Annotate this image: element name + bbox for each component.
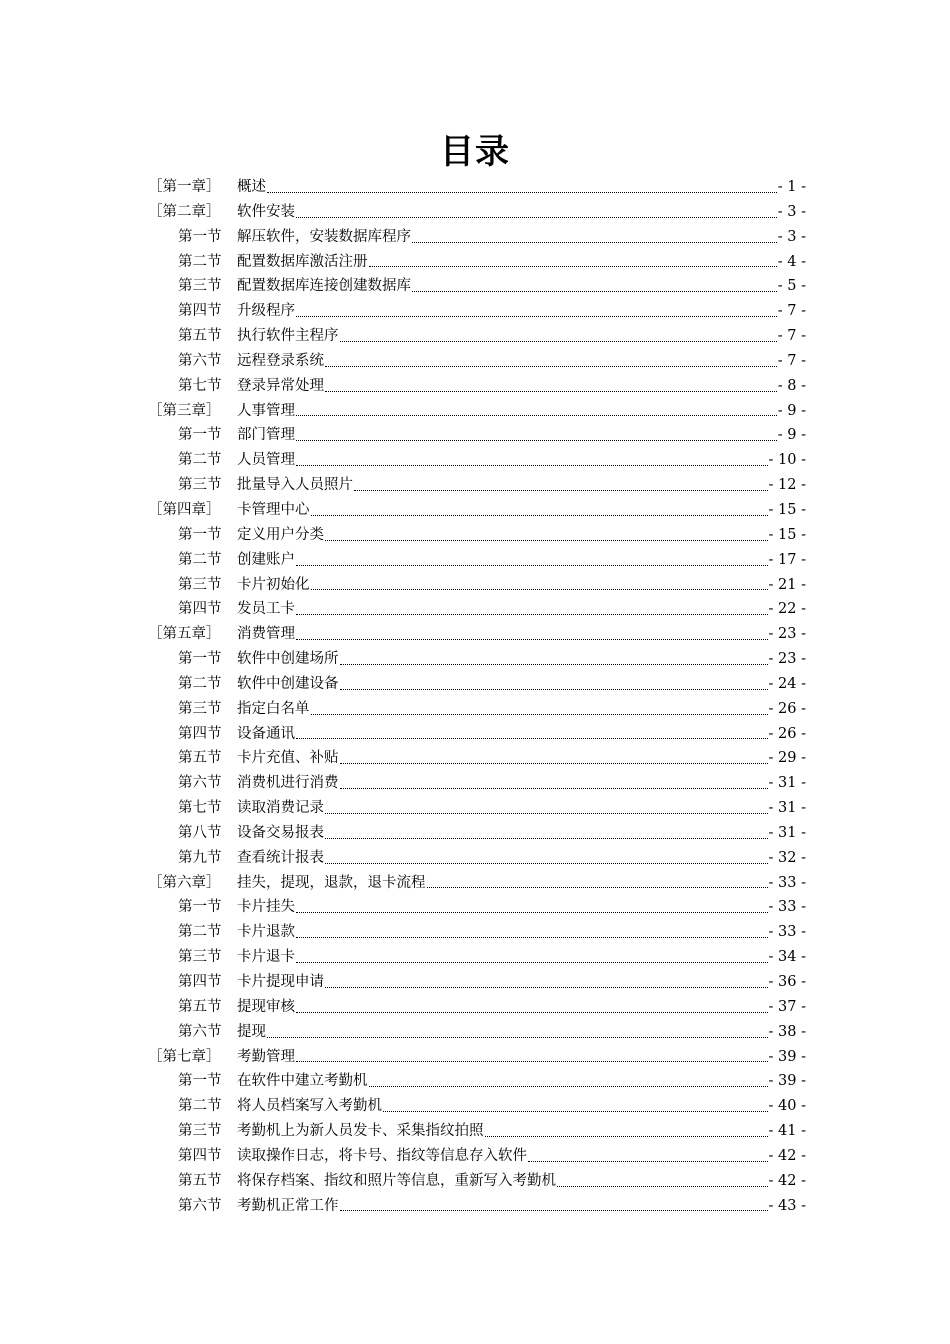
toc-dot-leader [340, 689, 768, 690]
toc-entry-label: 第三节 [178, 949, 222, 966]
toc-entry-title: 定义用户分类 [237, 526, 324, 543]
toc-entry-title: 设备通讯 [237, 725, 295, 742]
toc-entry-label: ［第三章］ [148, 402, 221, 419]
toc-entry-label: 第六节 [178, 1197, 222, 1214]
toc-entry-label: 第三节 [178, 700, 222, 717]
toc-section-entry[interactable] [148, 1094, 806, 1119]
toc-section-entry[interactable] [148, 746, 806, 771]
toc-chapter-entry[interactable] [148, 622, 806, 647]
toc-entry-label: ［第二章］ [148, 203, 221, 220]
toc-page-number: - 3 - [777, 203, 806, 220]
toc-page-number: - 24 - [768, 675, 806, 692]
toc-page-number: - 40 - [768, 1098, 806, 1115]
toc-entry-label: 第四节 [178, 601, 222, 618]
toc-section-entry[interactable] [148, 349, 806, 374]
toc-entry-title: 解压软件，安装数据库程序 [237, 228, 411, 245]
toc-dot-leader [427, 887, 768, 888]
toc-entry-label: 第一节 [178, 228, 222, 245]
toc-chapter-entry[interactable] [148, 200, 806, 225]
toc-entry-title: 配置数据库连接创建数据库 [237, 278, 411, 295]
toc-entry-title: 查看统计报表 [237, 849, 324, 866]
toc-entry-label: ［第七章］ [148, 1048, 221, 1065]
toc-entry-title: 将人员档案写入考勤机 [237, 1098, 382, 1115]
toc-dot-leader [267, 192, 777, 193]
toc-page-number: - 1 - [777, 179, 806, 195]
toc-dot-leader [412, 291, 777, 292]
toc-page-number: - 42 - [768, 1172, 806, 1189]
toc-section-entry[interactable] [148, 299, 806, 324]
toc-entry-title: 消费机进行消费 [237, 775, 339, 792]
toc-chapter-entry[interactable] [148, 871, 806, 896]
toc-section-entry[interactable] [148, 548, 806, 573]
toc-dot-leader [296, 614, 768, 615]
toc-page-number: - 42 - [768, 1147, 806, 1164]
toc-section-entry[interactable] [148, 573, 806, 598]
toc-dot-leader [340, 341, 777, 342]
toc-entry-label: ［第一章］ [148, 179, 221, 195]
toc-page-number: - 33 - [768, 924, 806, 941]
toc-page-number: - 26 - [768, 725, 806, 742]
toc-section-entry[interactable] [148, 1144, 806, 1169]
toc-page-number: - 29 - [768, 750, 806, 767]
toc-entry-title: 软件中创建设备 [237, 675, 339, 692]
toc-section-entry[interactable] [148, 970, 806, 995]
toc-dot-leader [325, 838, 768, 839]
toc-entry-title: 人事管理 [237, 402, 295, 419]
toc-section-entry[interactable] [148, 473, 806, 498]
toc-entry-title: 读取消费记录 [237, 800, 324, 817]
toc-page-number: - 9 - [777, 427, 806, 444]
toc-entry-label: 第一节 [178, 899, 222, 916]
toc-dot-leader [485, 1136, 768, 1137]
toc-entry-label: 第一节 [178, 427, 222, 444]
toc-dot-leader [557, 1186, 768, 1187]
toc-section-entry[interactable] [148, 250, 806, 275]
toc-entry-title: 考勤机上为新人员发卡、采集指纹拍照 [237, 1123, 484, 1140]
toc-entry-title: 将保存档案、指纹和照片等信息，重新写入考勤机 [237, 1172, 556, 1189]
toc-entry-label: 第七节 [178, 377, 222, 394]
toc-entry-title: 人员管理 [237, 452, 295, 469]
toc-entry-title: 升级程序 [237, 303, 295, 320]
toc-entry-title: 读取操作日志，将卡号、指纹等信息存入软件 [237, 1147, 527, 1164]
toc-dot-leader [296, 465, 768, 466]
toc-entry-title: 执行软件主程序 [237, 328, 339, 345]
toc-entry-title: 创建账户 [237, 551, 295, 568]
toc-page-number: - 15 - [768, 501, 806, 518]
toc-entry-title: 概述 [237, 179, 266, 195]
toc-entry-title: 考勤机正常工作 [237, 1197, 339, 1214]
toc-entry-label: ［第六章］ [148, 874, 221, 891]
toc-dot-leader [383, 1111, 768, 1112]
toc-page-number: - 32 - [768, 849, 806, 866]
toc-dot-leader [296, 738, 768, 739]
toc-entry-label: 第二节 [178, 675, 222, 692]
toc-section-entry[interactable] [148, 647, 806, 672]
toc-section-entry[interactable] [148, 697, 806, 722]
toc-page-number: - 36 - [768, 974, 806, 990]
toc-entry-title: 部门管理 [237, 427, 295, 444]
toc-dot-leader [296, 1012, 768, 1013]
toc-entry-label: 第一节 [178, 1073, 222, 1090]
toc-chapter-entry[interactable] [148, 399, 806, 424]
toc-entry-label: ［第四章］ [148, 501, 221, 518]
toc-dot-leader [325, 391, 777, 392]
toc-section-entry[interactable] [148, 672, 806, 697]
toc-section-entry[interactable] [148, 1020, 806, 1045]
toc-dot-leader [311, 589, 768, 590]
toc-entry-label: 第五节 [178, 750, 222, 767]
toc-dot-leader [325, 987, 768, 988]
toc-entry-title: 提现审核 [237, 998, 295, 1015]
toc-page-number: - 8 - [777, 377, 806, 394]
toc-entry-label: 第五节 [178, 998, 222, 1015]
toc-chapter-entry[interactable] [148, 1045, 806, 1070]
toc-entry-title: 卡片退卡 [237, 949, 295, 966]
toc-entry-label: 第一节 [178, 651, 222, 668]
toc-entry-label: 第四节 [178, 1147, 222, 1164]
toc-entry-label: 第三节 [178, 278, 222, 295]
toc-section-entry[interactable] [148, 1069, 806, 1094]
toc-section-entry[interactable] [148, 895, 806, 920]
toc-entry-label: 第六节 [178, 352, 222, 369]
toc-entry-title: 配置数据库激活注册 [237, 253, 368, 270]
toc-dot-leader [340, 1210, 768, 1211]
toc-section-entry[interactable] [148, 448, 806, 473]
toc-dot-leader [296, 639, 768, 640]
toc-page-number: - 23 - [768, 651, 806, 668]
toc-entry-label: 第六节 [178, 1023, 222, 1040]
toc-entry-label: 第四节 [178, 725, 222, 742]
toc-entry-label: 第二节 [178, 924, 222, 941]
toc-page-number: - 7 - [777, 303, 806, 320]
toc-entry-label: 第七节 [178, 800, 222, 817]
toc-page-number: - 31 - [768, 800, 806, 817]
toc-section-entry[interactable] [148, 771, 806, 796]
toc-title: 目录 [440, 132, 510, 172]
toc-entry-title: 卡片挂失 [237, 899, 295, 916]
toc-section-entry[interactable] [148, 1194, 806, 1219]
toc-dot-leader [296, 962, 768, 963]
toc-entry-title: 设备交易报表 [237, 824, 324, 841]
toc-page-number: - 15 - [768, 526, 806, 543]
toc-entry-label: 第八节 [178, 824, 222, 841]
toc-dot-leader [340, 763, 768, 764]
toc-section-entry[interactable] [148, 423, 806, 448]
toc-dot-leader [369, 266, 777, 267]
toc-dot-leader [296, 1061, 768, 1062]
toc-dot-leader [296, 316, 777, 317]
toc-dot-leader [296, 565, 768, 566]
toc-section-entry[interactable] [148, 324, 806, 349]
toc-entry-label: 第三节 [178, 576, 222, 593]
toc-entry-title: 登录异常处理 [237, 377, 324, 394]
toc-section-entry[interactable] [148, 374, 806, 399]
toc-dot-leader [311, 714, 768, 715]
toc-page-number: - 12 - [768, 477, 806, 494]
toc-dot-leader [311, 515, 768, 516]
toc-page-number: - 9 - [777, 402, 806, 419]
toc-dot-leader [296, 440, 777, 441]
toc-entry-title: 卡片充值、补贴 [237, 750, 339, 767]
toc-entry-label: 第四节 [178, 303, 222, 320]
toc-dot-leader [369, 1086, 768, 1087]
toc-dot-leader [354, 490, 768, 491]
toc-entry-title: 提现 [237, 1023, 266, 1040]
toc-page-number: - 31 - [768, 775, 806, 792]
toc-page-number: - 41 - [768, 1123, 806, 1140]
toc-entry-label: 第五节 [178, 328, 222, 345]
toc-page-number: - 31 - [768, 824, 806, 841]
toc-page-number: - 5 - [777, 278, 806, 295]
toc-entry-label: 第二节 [178, 1098, 222, 1115]
toc-page-number: - 4 - [777, 253, 806, 270]
toc-page-number: - 10 - [768, 452, 806, 469]
toc-page-number: - 23 - [768, 626, 806, 643]
toc-page-number: - 39 - [768, 1048, 806, 1065]
toc-dot-leader [325, 813, 768, 814]
toc-page-number: - 43 - [768, 1197, 806, 1214]
toc-section-entry[interactable] [148, 597, 806, 622]
toc-entry-title: 远程登录系统 [237, 352, 324, 369]
toc-section-entry[interactable] [148, 523, 806, 548]
toc-section-entry[interactable] [148, 722, 806, 747]
toc-entry-title: 消费管理 [237, 626, 295, 643]
toc-page-number: - 37 - [768, 998, 806, 1015]
toc-page-number: - 17 - [768, 551, 806, 568]
toc-section-entry[interactable] [148, 225, 806, 250]
toc-dot-leader [267, 1037, 768, 1038]
toc-page-number: - 26 - [768, 700, 806, 717]
toc-chapter-entry[interactable] [148, 498, 806, 523]
toc-section-entry[interactable] [148, 1119, 806, 1144]
toc-page-number: - 7 - [777, 352, 806, 369]
toc-entry-title: 软件安装 [237, 203, 295, 220]
toc-dot-leader [325, 540, 768, 541]
toc-section-entry[interactable] [148, 274, 806, 299]
toc-page-number: - 33 - [768, 899, 806, 916]
toc-entry-label: 第五节 [178, 1172, 222, 1189]
toc-page-number: - 21 - [768, 576, 806, 593]
toc-list [148, 175, 806, 1218]
toc-entry-label: 第一节 [178, 526, 222, 543]
toc-entry-title: 发员工卡 [237, 601, 295, 618]
toc-dot-leader [296, 415, 777, 416]
toc-entry-title: 卡片退款 [237, 924, 295, 941]
toc-entry-label: 第四节 [178, 974, 222, 990]
toc-section-entry[interactable] [148, 995, 806, 1020]
toc-entry-label: 第六节 [178, 775, 222, 792]
toc-section-entry[interactable] [148, 1169, 806, 1194]
toc-entry-label: 第九节 [178, 849, 222, 866]
toc-page-number: - 34 - [768, 949, 806, 966]
toc-dot-leader [325, 366, 777, 367]
toc-dot-leader [296, 937, 768, 938]
toc-entry-title: 卡管理中心 [237, 501, 310, 518]
toc-entry-title: 批量导入人员照片 [237, 477, 353, 494]
toc-page-number: - 7 - [777, 328, 806, 345]
toc-section-entry[interactable] [148, 796, 806, 821]
toc-page-number: - 22 - [768, 601, 806, 618]
toc-chapter-entry[interactable] [148, 175, 806, 200]
toc-page-number: - 39 - [768, 1073, 806, 1090]
toc-entry-label: 第二节 [178, 253, 222, 270]
toc-entry-label: 第三节 [178, 1123, 222, 1140]
toc-entry-title: 挂失，提现，退款，退卡流程 [237, 874, 426, 891]
toc-dot-leader [412, 242, 777, 243]
toc-entry-title: 在软件中建立考勤机 [237, 1073, 368, 1090]
toc-section-entry[interactable] [148, 945, 806, 970]
toc-entry-title: 软件中创建场所 [237, 651, 339, 668]
toc-page-number: - 3 - [777, 228, 806, 245]
toc-dot-leader [340, 788, 768, 789]
toc-dot-leader [296, 912, 768, 913]
toc-entry-label: 第三节 [178, 477, 222, 494]
toc-dot-leader [296, 217, 777, 218]
toc-section-entry[interactable] [148, 821, 806, 846]
toc-section-entry[interactable] [148, 846, 806, 871]
toc-dot-leader [528, 1161, 768, 1162]
toc-entry-title: 卡片初始化 [237, 576, 310, 593]
toc-entry-label: 第二节 [178, 452, 222, 469]
toc-dot-leader [325, 863, 768, 864]
toc-entry-label: 第二节 [178, 551, 222, 568]
toc-entry-title: 考勤管理 [237, 1048, 295, 1065]
toc-entry-label: ［第五章］ [148, 626, 221, 643]
toc-dot-leader [340, 664, 768, 665]
toc-section-entry[interactable] [148, 920, 806, 945]
toc-page-number: - 38 - [768, 1023, 806, 1040]
toc-entry-title: 卡片提现申请 [237, 974, 324, 990]
toc-entry-title: 指定白名单 [237, 700, 310, 717]
toc-page-number: - 33 - [768, 874, 806, 891]
